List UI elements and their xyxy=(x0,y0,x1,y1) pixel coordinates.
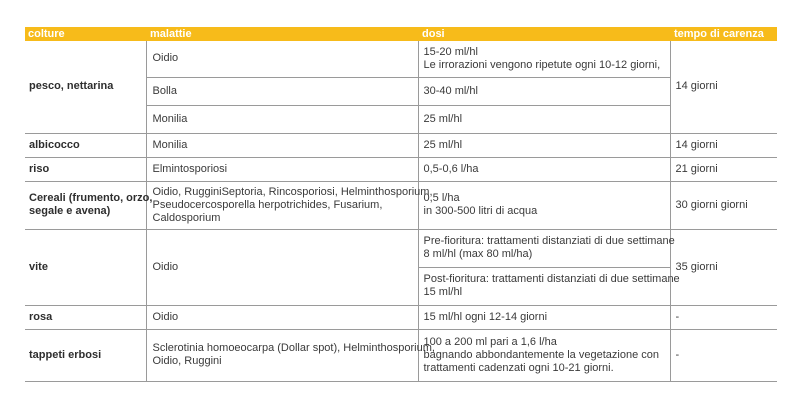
crop-cell: albicocco xyxy=(25,133,146,157)
table-row xyxy=(25,133,777,157)
header-dosi: dosi xyxy=(418,27,670,41)
header-colture: colture xyxy=(25,27,146,41)
header-tempo-carenza: tempo di carenza xyxy=(670,27,777,41)
crop-cell: rosa xyxy=(25,305,146,329)
waiting-time-cell: 14 giorni xyxy=(670,41,777,133)
table-row xyxy=(25,181,777,229)
dose-line: Le irrorazioni vengono ripetute ogni 10-12 giorni, xyxy=(423,58,661,71)
dose-cell: 30-40 ml/hl xyxy=(418,77,670,105)
disease-cell: Oidio xyxy=(146,305,418,329)
waiting-time-cell: 30 giorni giorni xyxy=(670,181,777,229)
dose-line: trattamenti cadenzati ogni 10-21 giorni. xyxy=(423,361,614,374)
dose-line: 0,5 l/ha xyxy=(423,192,460,204)
table-row xyxy=(25,305,777,329)
dose-cell: 0,5-0,6 l/ha xyxy=(418,157,670,181)
crop-cell: pesco, nettarina xyxy=(25,41,146,133)
disease-cell: Elmintosporiosi xyxy=(146,157,418,181)
disease-cell xyxy=(146,181,433,229)
disease-cell: Monilia xyxy=(146,133,418,157)
disease-cell xyxy=(146,329,435,381)
dose-line: 8 ml/hl (max 80 ml/ha) xyxy=(423,248,533,260)
treatment-table-container xyxy=(25,27,777,382)
dose-cell: 25 ml/hl xyxy=(418,133,670,157)
header-row xyxy=(25,27,777,41)
dose-cell xyxy=(418,267,680,305)
dose-cell xyxy=(418,229,675,267)
waiting-time-cell: 21 giorni xyxy=(670,157,777,181)
dose-line: Pre-fioritura: trattamenti distanziati di due settimane xyxy=(423,235,675,247)
disease-line: Oidio, Ruggini xyxy=(152,355,222,367)
dose-cell xyxy=(418,181,670,229)
disease-line: Oidio, RugginiSeptoria, Rincosporiosi, Helminthosporium, xyxy=(152,185,433,198)
crop-cell: tappeti erbosi xyxy=(25,329,146,381)
treatment-table xyxy=(25,27,777,382)
table-row xyxy=(25,229,777,267)
waiting-time-cell: 14 giorni xyxy=(670,133,777,157)
disease-cell: Oidio xyxy=(146,41,418,77)
disease-line: Pseudocercosporella herpotrichides, Fusarium, xyxy=(152,198,383,211)
dose-line: 15 ml/hl xyxy=(423,286,463,298)
crop-cell xyxy=(25,181,153,229)
dose-line: 15-20 ml/hl xyxy=(423,45,478,58)
dose-cell xyxy=(418,329,670,381)
dose-line: Post-fioritura: trattamenti distanziati di due settimane xyxy=(423,273,680,285)
dose-line: 100 a 200 ml pari a 1,6 l/ha xyxy=(423,335,557,348)
table-row xyxy=(25,41,777,77)
crop-cell: vite xyxy=(25,229,146,305)
dose-line: in 300-500 litri di acqua xyxy=(423,205,538,217)
dose-line: bagnando abbondantemente la vegetazione con xyxy=(423,348,659,361)
disease-cell: Monilia xyxy=(146,105,418,133)
header-malattie: malattie xyxy=(146,27,418,41)
waiting-time-cell: - xyxy=(670,329,777,381)
disease-cell: Oidio xyxy=(146,229,418,305)
disease-cell: Bolla xyxy=(146,77,418,105)
waiting-time-cell: - xyxy=(670,305,777,329)
disease-line: Sclerotinia homoeocarpa (Dollar spot), Helminthosporium, xyxy=(152,342,435,354)
dose-cell: 15 ml/hl ogni 12-14 giorni xyxy=(418,305,670,329)
dose-cell: 25 ml/hl xyxy=(418,105,670,133)
table-row xyxy=(25,329,777,381)
crop-line: Cereali (frumento, orzo, xyxy=(29,192,153,204)
waiting-time-cell: 35 giorni xyxy=(670,229,777,305)
disease-line: Caldosporium xyxy=(152,211,221,224)
crop-line: segale e avena) xyxy=(29,205,111,217)
crop-cell: riso xyxy=(25,157,146,181)
dose-cell xyxy=(418,41,670,77)
table-row xyxy=(25,157,777,181)
